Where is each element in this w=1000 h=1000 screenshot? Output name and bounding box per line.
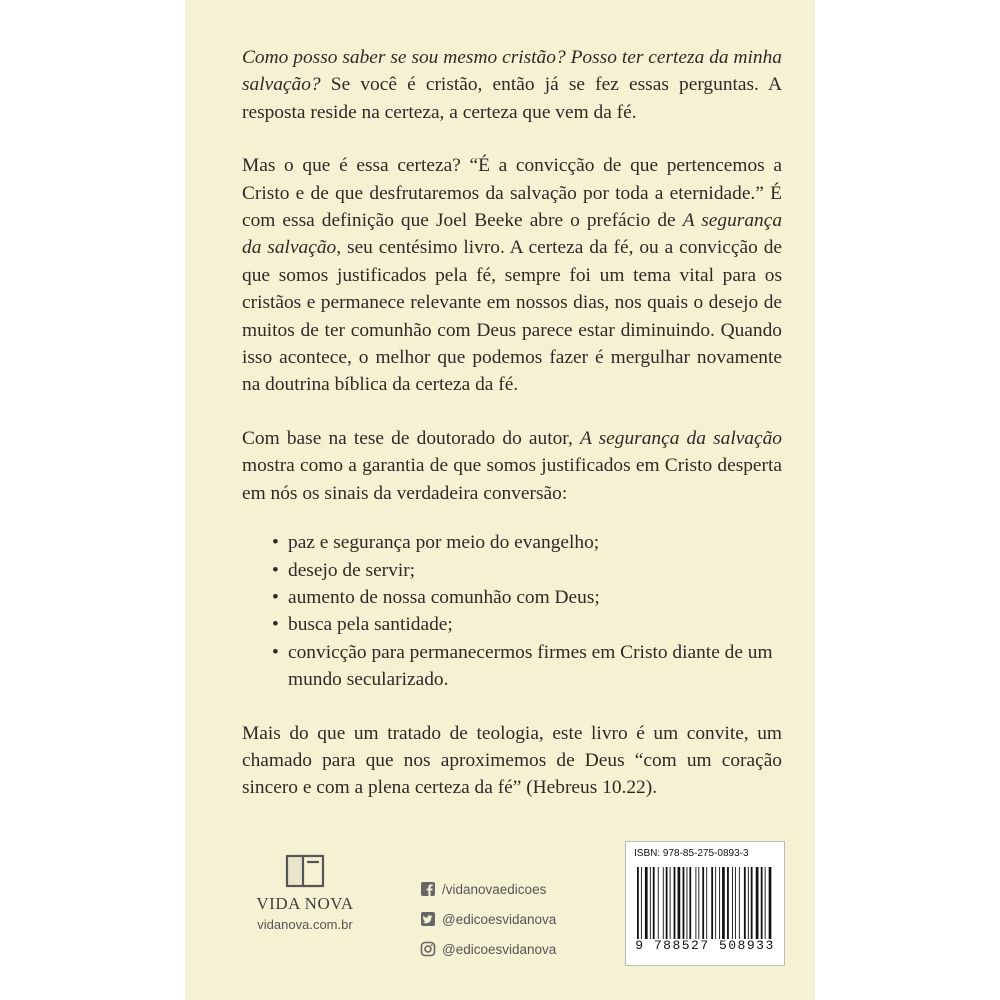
isbn-barcode-digits: 9 788527 508933 — [635, 938, 775, 953]
instagram-handle: @edicoesvidanova — [442, 941, 557, 957]
publisher-logo — [240, 850, 370, 932]
thesis-paragraph — [242, 425, 782, 507]
barcode-icon — [635, 867, 775, 939]
intro-rest: Se você é cristão, então já se fez essas perguntas. A resposta reside na certeza, a certeza que vem da fé. — [242, 74, 782, 123]
book-title-italic: A segurança da salvação — [242, 210, 783, 259]
instagram-icon — [420, 941, 436, 957]
list-item: • aumento de nossa comunhão com Deus; — [272, 584, 782, 611]
social-links — [420, 874, 556, 964]
list-item: • desejo de servir; — [272, 557, 782, 584]
definition-text-start: Mas o que é essa certeza? “É a convicção de que pertencemos a Cristo e de que desfrutaremos da salvação por toda a eternidade.” É com essa definição que Joel Beeke abre o prefácio de — [242, 155, 782, 232]
vida-nova-logo-icon — [283, 850, 327, 890]
thesis-text-end: mostra como a garantia de que somos justificados em Cristo desperta em nós os sinais da verdadeira conversão: — [242, 455, 782, 504]
facebook-icon — [420, 881, 436, 897]
publisher-name: VIDA NOVA — [256, 894, 354, 913]
definition-text-end: , seu centésimo livro. A certeza da fé, ou a convicção de que somos justificados pela fé, sempre foi um tema vital para os cristãos e permanece relevante em nossos dias, nos quais o desejo de muitos de ter comunhão com Deus parece estar diminuindo. Quando isso acontece, o melhor que podemos fazer é mergulhar novamente na doutrina bíblica da certeza da fé. — [242, 237, 783, 396]
intro-paragraph — [242, 44, 782, 126]
isbn-label: ISBN: 978-85-275-0893-3 — [634, 848, 749, 859]
twitter-handle: @edicoesvidanova — [442, 911, 557, 927]
facebook-handle: /vidanovaedicoes — [442, 881, 547, 897]
definition-paragraph — [242, 152, 782, 399]
conversion-signs-list — [242, 529, 782, 693]
publisher-url: vidanova.com.br — [257, 917, 353, 932]
instagram-link[interactable] — [420, 934, 556, 964]
list-item: • busca pela santidade; — [272, 611, 782, 638]
thesis-text-start: Com base na tese de doutorado do autor, — [242, 427, 580, 449]
intro-questions: Como posso saber se sou mesmo cristão? Posso ter certeza da minha salvação? — [242, 47, 782, 96]
list-item: • convicção para permanecermos firmes em Cristo diante de um mundo secularizado. — [272, 639, 782, 694]
blurb-text — [242, 44, 782, 802]
twitter-link[interactable] — [420, 904, 556, 934]
twitter-icon — [420, 911, 436, 927]
isbn-barcode-box — [625, 841, 785, 966]
closing-paragraph: Mais do que um tratado de teologia, este livro é um convite, um chamado para que nos aproximemos de Deus “com um coração sincero e com a plena certeza da fé” (Hebreus 10.22). — [242, 722, 782, 799]
list-item: • paz e segurança por meio do evangelho; — [272, 529, 782, 556]
facebook-link[interactable] — [420, 874, 556, 904]
book-title-italic: A segurança da salvação — [579, 427, 783, 449]
